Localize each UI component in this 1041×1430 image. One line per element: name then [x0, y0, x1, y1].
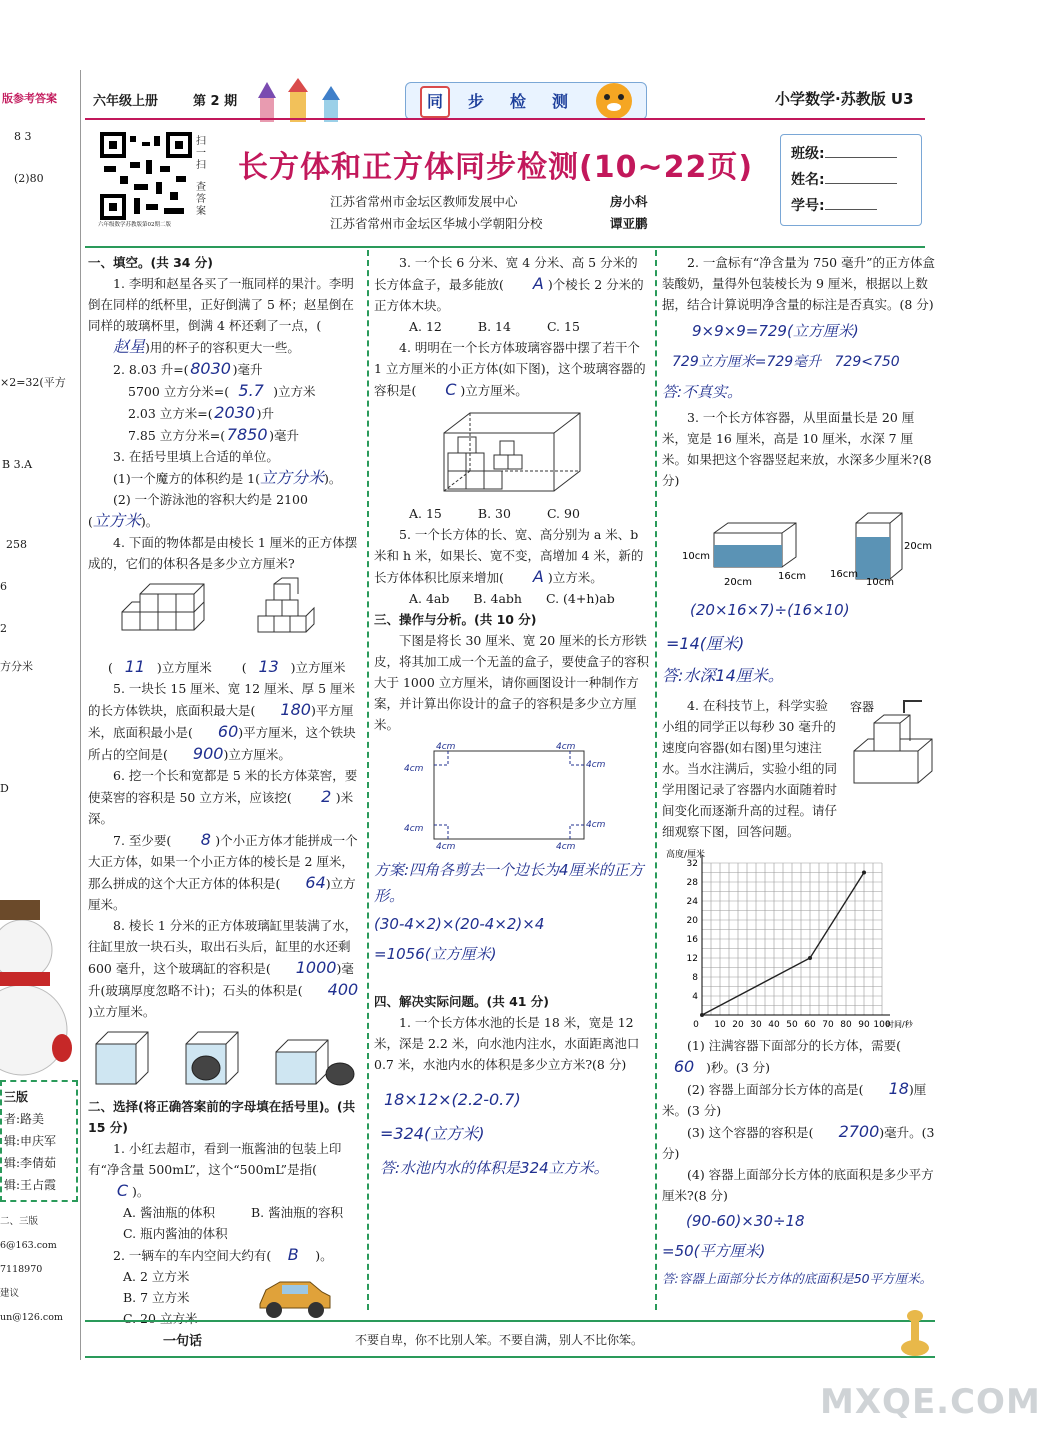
edition-box	[0, 1080, 78, 1202]
option[interactable]: B. 7 立方米	[123, 1290, 190, 1305]
q8-text: 8. 棱长 1 分米的正方体玻璃缸里装满了水，往缸里放一块石头，取出石头后，缸里的水还剩 600 毫升，这个玻璃缸的容积是(	[88, 918, 358, 976]
answer-blank[interactable]: B	[287, 1245, 299, 1264]
header-bar	[85, 78, 925, 122]
q3-2-post: )。	[140, 514, 159, 529]
footer-label: 一句话	[163, 1334, 203, 1349]
answer-blank[interactable]: 2	[321, 787, 332, 806]
author-org: 江苏省常州市金坛区华城小学朝阳分校	[330, 216, 543, 231]
id-field[interactable]	[791, 195, 877, 215]
p4-q2-post: )厘米。(3 分)	[662, 1082, 927, 1118]
q1-tail: )用的杯子的容积更大一些。	[145, 340, 300, 355]
q2-pre: 2. 8.03 升=(	[113, 362, 189, 377]
field-line	[825, 157, 897, 158]
c1	[88, 1138, 360, 1202]
handwritten-answer: (20×16×7)÷(16×10)	[690, 601, 850, 619]
dim-label: 10cm	[866, 577, 894, 588]
handwritten-answer: =1056(立方厘米)	[374, 945, 497, 963]
q2-line	[88, 424, 360, 446]
q5	[88, 678, 360, 765]
option[interactable]: A. 2 立方米	[123, 1269, 190, 1284]
q3-pre: (1)一个魔方的体积约是 1(	[113, 471, 261, 486]
section-title: 四、解决实际问题。(共 41 分)	[374, 994, 550, 1009]
class-field[interactable]	[791, 143, 897, 163]
corner-label: 4cm	[436, 742, 456, 752]
section-title: 一、填空。(共 34 分)	[88, 255, 214, 270]
strip-item: D	[0, 782, 9, 795]
answer-blank[interactable]: 7850	[226, 425, 268, 444]
c2-text: 2. 一辆车的车内空间大约有(	[113, 1248, 272, 1263]
q7-text: 7. 至少要(	[113, 833, 172, 848]
handwritten-answer: 9×9×9=729(立方厘米)	[692, 322, 859, 340]
q5-text: 5. 一块长 15 厘米、宽 12 厘米、厚 5 厘米的长方体铁块，底面积最大是(	[88, 681, 356, 718]
tiger-mascot	[592, 79, 636, 123]
q6-post: )米深。	[88, 790, 354, 826]
c1-text: 1. 小红去超市，看到一瓶酱油的包装上印有“净含量 500mL”，这个“500mL”是指(	[88, 1141, 342, 1177]
q8-mid: )毫升(玻璃厚度忽略不计)；石头的体积是(	[88, 961, 354, 998]
tank-figures	[88, 1026, 360, 1092]
q2-line	[88, 358, 360, 380]
c3-text: 3. 一个长 6 分米、宽 4 分米、高 5 分米的长方体盒子，最多能放(	[374, 255, 638, 292]
answer-blank[interactable]: 1000	[295, 958, 337, 977]
y-tick-label: 4	[692, 992, 698, 1002]
glass-container-figure	[374, 407, 649, 497]
banner-char: 步	[468, 92, 485, 111]
x-axis-label: 时间/秒	[886, 1020, 913, 1029]
strip-footer	[0, 1210, 63, 1330]
handwritten-answer: 方案:四角各剪去一个边长为4厘米的正方形。	[374, 861, 644, 905]
p4-q2-text: (2) 容器上面部分长方体的高是(	[687, 1082, 864, 1097]
field-label: 班级:	[791, 146, 825, 162]
container-label: 容器	[850, 700, 875, 714]
handwritten-answer: 答:水池内水的体积是324立方米。	[380, 1159, 609, 1177]
c2	[88, 1244, 360, 1266]
field-line	[825, 183, 897, 184]
option[interactable]: C. 瓶内酱油的体积	[123, 1226, 228, 1241]
sheet-design-figure	[374, 739, 649, 852]
problem-text: 1. 一个长方体水池的长是 18 米，宽是 12 米，深是 2.2 米，向水池内注水，水面距离池口 0.7 米，水池内水的体积是多少立方米?(8 分)	[374, 1015, 640, 1072]
y-tick-label: 20	[686, 916, 698, 926]
corner-label: 4cm	[556, 742, 576, 752]
author-org: 江苏省常州市金坛区教师发展中心	[330, 194, 518, 209]
q3-post: )。	[324, 471, 342, 486]
x-tick-label: 20	[732, 1020, 744, 1030]
author-name: 房小科	[610, 194, 648, 209]
q3-2-answer: (立方米)。	[88, 511, 159, 530]
q3-2	[88, 489, 360, 510]
answer-blank[interactable]: 900	[192, 744, 224, 763]
qr-label: 查答案	[196, 182, 206, 217]
c5	[374, 524, 649, 588]
q2-post: )毫升	[232, 362, 263, 377]
answer-blank[interactable]: 13	[258, 657, 279, 676]
y-tick-label: 28	[686, 878, 698, 888]
dim-label: 16cm	[778, 571, 806, 582]
qr-label: 扫一扫	[196, 136, 206, 171]
watermark: MXQE.COM	[820, 1382, 1041, 1422]
handwritten-answer: 729立方厘米=729毫升 729<750	[672, 354, 900, 370]
car-illustration	[256, 1270, 334, 1320]
x-tick-label: 100	[873, 1020, 891, 1030]
y-tick-label: 12	[686, 954, 698, 964]
q6	[88, 765, 360, 829]
section-title: 二、选择(将正确答案前的字母填在括号里)。(共 15 分)	[88, 1099, 356, 1135]
p4-q1	[662, 1035, 937, 1056]
q8	[88, 915, 360, 1022]
problem-text: 4. 在科技节上，科学实验小组的同学正以每秒 30 毫升的速度向容器(如右图)里匀速注水。当水注满后，实验小组的同学用图记录了容器内水面随着时间变化而逐渐升高的过程。请仔细观察下图，回答问题。	[662, 698, 838, 839]
p4-q3-post: )毫升。(3 分)	[662, 1125, 935, 1161]
problem-text: 3. 一个长方体容器，从里面量长是 20 厘米，宽是 16 厘米，高是 10 厘米，水深 7 厘米。如果把这个容器竖起来放，水深多少厘米?(8 分)	[662, 410, 932, 488]
container-figures	[662, 499, 937, 588]
handwritten-answer: =14(厘米)	[666, 634, 745, 653]
q2-post: )毫升	[269, 428, 300, 443]
y-tick-label: 32	[686, 859, 698, 869]
answer-blank[interactable]: A	[532, 274, 544, 293]
footer-line: un@126.com	[0, 1312, 63, 1323]
top-rule	[85, 246, 925, 248]
c1-options	[88, 1202, 360, 1223]
option[interactable]: B. 酱油瓶的容积	[250, 1205, 344, 1220]
q4-post: )立方厘米	[156, 660, 212, 675]
column-1	[88, 252, 360, 1332]
strip-item: (2)80	[14, 172, 44, 185]
answer-blank[interactable]: C	[445, 380, 457, 399]
footer-quote: 不要自卑，你不比别人笨。不要自满，别人不比你笨。	[355, 1333, 644, 1347]
handwritten-answer: 答:水深14厘米。	[662, 666, 784, 685]
answer-blank[interactable]: 2030	[214, 403, 256, 422]
dim-label: 20cm	[724, 577, 752, 588]
x-tick-label: 60	[804, 1020, 816, 1030]
c4-text: 4. 明明在一个长方体玻璃容器中摆了若干个 1 立方厘米的小正方体(如下图)，这个玻璃容器的容积是(	[374, 340, 646, 398]
handwritten-answer: 答:不真实。	[662, 383, 743, 401]
strip-item: 8 3	[14, 130, 32, 143]
strip-item: 258	[6, 538, 27, 551]
c4-options	[374, 503, 649, 524]
question-text: 3. 在括号里填上合适的单位。	[113, 449, 279, 464]
y-tick-label: 16	[686, 935, 698, 945]
answer-blank[interactable]: 11	[124, 657, 146, 676]
field-line	[825, 209, 877, 210]
x-tick-label: 40	[768, 1020, 780, 1030]
option[interactable]: A. 12	[409, 319, 442, 334]
c2-post: )。	[315, 1248, 333, 1263]
c4	[374, 337, 649, 401]
q2-pre: 2.03 立方米=(	[128, 406, 213, 421]
edition-line: 辑:李倩茹	[4, 1156, 57, 1170]
corner-label: 4cm	[404, 764, 424, 774]
x-tick-label: 90	[858, 1020, 870, 1030]
option[interactable]: C. 15	[546, 319, 580, 334]
field-label: 学号:	[791, 198, 825, 214]
option[interactable]: A. 15	[409, 506, 442, 521]
x-tick-label: 10	[714, 1020, 726, 1030]
banner	[405, 82, 647, 120]
strip-item: 6	[0, 580, 7, 593]
q8-end: )立方厘米。	[88, 1004, 156, 1019]
column-3	[662, 252, 937, 1292]
q5-mid: )平方厘米，底面积最小是(	[88, 703, 354, 740]
issue-label: 第 2 期	[193, 94, 238, 109]
q1-text: 1. 李明和赵星各买了一瓶同样的果汁。李明倒在同样的纸杯里，正好倒满了 5 杯；赵星倒在同样的玻璃杯里，倒满 4 杯还剩了一点，	[88, 276, 354, 333]
banner-char: 同	[420, 86, 450, 118]
water-height-chart	[662, 845, 937, 1035]
c3	[374, 252, 649, 316]
answer-blank[interactable]: 400	[327, 980, 359, 999]
edition-line: 辑:王占霞	[4, 1178, 57, 1192]
strip-title: 版参考答案	[2, 92, 57, 105]
q5-mid: )平方厘米，这个铁块所占的空间是(	[88, 725, 356, 762]
p4-q3-text: (3) 这个容器的容积是(	[687, 1125, 814, 1140]
q7-mid: )个小正方体才能拼成一个大正方体，如果一个小正方体的棱长是 2 厘米，那么拼成的这个大正方体的体积是(	[88, 833, 358, 891]
handwritten-answer: =324(立方米)	[380, 1124, 485, 1143]
banner-char: 检	[510, 92, 527, 111]
option[interactable]: B. 14	[477, 319, 511, 334]
stepped-container-figure	[850, 695, 940, 795]
strip-item: B 3.A	[2, 458, 33, 471]
c5-text: 5. 一个长方体的长、宽、高分别为 a 米、b 米和 h 米，如果长、宽不变，高增加 4 米，新的长方体体积比原来增加(	[374, 527, 644, 585]
answer-blank[interactable]: 18	[888, 1079, 909, 1098]
p4-q2	[662, 1078, 937, 1121]
q3-1	[88, 467, 360, 489]
dim-label: 16cm	[830, 569, 858, 580]
qr-caption: 六年级数学苏教版第02期二版	[98, 222, 171, 228]
c1-post: )。	[132, 1184, 150, 1199]
q7-end: )立方厘米。	[88, 876, 356, 912]
answer-blank[interactable]: 立方米	[92, 511, 141, 530]
q7	[88, 829, 360, 915]
snowman-illustration	[0, 860, 75, 1100]
edition-line: 辑:申庆军	[4, 1134, 57, 1148]
corner-label: 4cm	[404, 824, 424, 834]
q2-post: )升	[256, 406, 275, 421]
strip-item: 方分米	[0, 660, 33, 673]
name-field[interactable]	[791, 169, 897, 189]
footer-line: 建议	[0, 1288, 20, 1299]
field-label: 姓名:	[791, 172, 825, 188]
p4-q4: (4) 容器上面部分长方体的底面积是多少平方厘米?(8 分)	[662, 1167, 934, 1203]
option[interactable]: C. 90	[546, 506, 580, 521]
handwritten-answer: =50(平方厘米)	[662, 1242, 766, 1260]
x-tick-label: 50	[786, 1020, 798, 1030]
option[interactable]: C. (4+h)ab	[545, 591, 615, 606]
footer-bar	[85, 1320, 935, 1358]
x-tick-label: 0	[693, 1020, 699, 1030]
data-point	[700, 1013, 704, 1017]
q2-line	[88, 380, 360, 402]
castle-illustration	[250, 78, 370, 122]
page-title: 长方体和正方体同步检测(10~22页)	[238, 150, 754, 185]
footer-line: 二、三版	[0, 1216, 39, 1227]
data-point	[862, 871, 866, 875]
footer-line: 7118970	[0, 1264, 43, 1275]
answer-blank[interactable]: 64	[305, 873, 326, 892]
banner-char: 测	[552, 92, 569, 111]
option[interactable]: A. 4ab	[409, 591, 450, 606]
answer-blank[interactable]: 赵星	[113, 337, 146, 356]
answer-blank[interactable]: C	[116, 1181, 129, 1200]
column-divider	[655, 250, 657, 1310]
cube-figure-1	[88, 580, 360, 650]
q5-end: )立方厘米。	[223, 747, 291, 762]
y-axis-label: 高度/厘米	[666, 850, 706, 860]
p4-q1-text: (1) 注满容器下面部分的长方体，需要(	[687, 1038, 902, 1053]
option[interactable]: B. 4abh	[473, 591, 522, 606]
c4-post: )立方厘米。	[460, 383, 528, 398]
x-tick-label: 70	[822, 1020, 834, 1030]
x-tick-label: 80	[840, 1020, 852, 1030]
giraffe-icon	[895, 1308, 935, 1356]
answer-blank[interactable]: 2700	[838, 1122, 880, 1141]
section-title: 三、操作与分析。(共 10 分)	[374, 612, 537, 627]
p4-q3	[662, 1121, 937, 1164]
q3-2-text: (2) 一个游泳池的容积大约是 2100	[113, 492, 308, 507]
chart-container	[662, 845, 937, 1035]
answer-blank[interactable]: 立方分米	[260, 468, 325, 487]
corner-label: 4cm	[586, 820, 606, 830]
answer-blank[interactable]: 5.7	[238, 381, 264, 400]
p4-block	[662, 695, 937, 845]
option[interactable]: C. 20 立方米	[123, 1311, 198, 1326]
grade-label: 六年级上册	[93, 94, 159, 109]
edition-title: 三版	[4, 1090, 29, 1104]
p4-q1-post: )秒。(3 分)	[706, 1060, 771, 1075]
column-divider	[367, 250, 369, 1310]
answer-blank[interactable]: 60	[217, 722, 239, 741]
q4-post: )立方厘米	[290, 660, 346, 675]
corner-label: 4cm	[586, 760, 606, 770]
author-name: 谭亚鹏	[610, 216, 648, 231]
answer-blank[interactable]: 180	[280, 700, 311, 719]
option[interactable]: B. 30	[477, 506, 511, 521]
x-tick-label: 30	[750, 1020, 762, 1030]
strip-item: ×2=32(平方	[0, 376, 66, 389]
handwritten-answer: 答:容器上面部分长方体的底面积是50平方厘米。	[662, 1271, 933, 1286]
c5-options	[374, 588, 649, 609]
c5-post: )立方米。	[547, 570, 603, 585]
student-info-box	[780, 134, 922, 226]
header-underline	[85, 118, 925, 120]
answer-blank[interactable]: A	[532, 567, 544, 586]
c3-options	[374, 316, 649, 337]
corner-label: 4cm	[436, 842, 456, 852]
subject-label: 小学数学·苏教版 U3	[775, 90, 914, 108]
y-tick-label: 8	[692, 973, 698, 983]
q6-text: 6. 挖一个长和宽都是 5 米的长方体菜窖，要使菜窖的容积是 50 立方米，应该挖(	[88, 768, 358, 805]
y-tick-label: 24	[686, 897, 698, 907]
option[interactable]: A. 酱油瓶的体积	[123, 1205, 215, 1220]
handwritten-answer: (90-60)×30÷18	[686, 1212, 805, 1230]
qr-code	[100, 132, 192, 220]
question-text: 4. 下面的物体都是由棱长 1 厘米的正方体摆成的，它们的体积各是多少立方厘米?	[88, 535, 358, 571]
dim-label: 20cm	[904, 541, 932, 552]
left-answer-strip	[0, 80, 80, 1360]
question-text: 1. 李明和赵星各买了一瓶同样的果汁。李明倒在同样的纸杯里，正好倒满了 5 杯；赵星倒在同样的玻璃杯里，倒满 4 杯还剩了一点，(赵星)用的杯子的容积更大一些。	[88, 276, 354, 356]
answer-blank[interactable]: 8030	[190, 359, 231, 378]
data-point	[808, 956, 812, 960]
c3-post: )个棱长 2 分米的正方体木块。	[374, 277, 644, 313]
corner-label: 4cm	[556, 842, 576, 852]
operation-text: 下图是将长 30 厘米、宽 20 厘米的长方形铁皮，将其加工成一个无盖的盒子，要使盒子的容积大于 1000 立方厘米，请你画图设计一种制作方案，并计算出你设计的盒子的容积是多少立方厘米。	[374, 633, 650, 732]
q2-pre: 5700 立方分米=(	[128, 384, 230, 399]
handwritten-answer: (30-4×2)×(20-4×2)×4	[374, 915, 545, 933]
strip-divider	[80, 70, 81, 1360]
q2-pre: 7.85 立方分米=(	[128, 428, 226, 443]
answer-blank[interactable]: 60	[673, 1057, 695, 1076]
edition-line: 者:路美	[4, 1112, 45, 1126]
q2-line	[88, 402, 360, 424]
strip-item: 2	[0, 622, 7, 635]
handwritten-answer: 18×12×(2.2-0.7)	[384, 1090, 521, 1109]
p4-q1-answer	[662, 1056, 937, 1078]
problem-text: 2. 一盒标有“净含量为 750 毫升”的正方体盒装酸奶，量得外包装棱长为 9 厘米，根据以上数据，结合计算说明净含量的标注是否真实。(8 分)	[662, 255, 935, 312]
q2-post: )立方米	[273, 384, 316, 399]
answer-blank[interactable]: 8	[200, 830, 211, 849]
footer-line: 6@163.com	[0, 1240, 57, 1251]
column-2	[374, 252, 649, 1185]
q4-answers: ( 11 )立方厘米 ( 13 )立方厘米	[108, 657, 346, 676]
dim-label: 10cm	[682, 551, 710, 562]
